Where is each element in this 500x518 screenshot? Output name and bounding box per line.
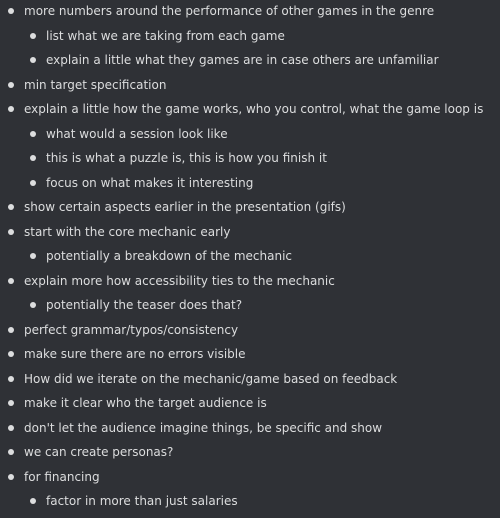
list-item — [0, 419, 500, 444]
bullet-icon — [8, 400, 14, 406]
list-item — [0, 223, 500, 248]
bullet-icon — [30, 155, 36, 161]
list-item-text: for financing — [24, 469, 100, 484]
list-item-text: this is what a puzzle is, this is how you finish it — [46, 151, 327, 165]
bullet-icon — [8, 425, 14, 431]
bullet-icon — [8, 82, 14, 88]
bullet-icon — [8, 376, 14, 382]
list-item — [0, 370, 500, 395]
list-item — [0, 443, 500, 468]
bullet-icon — [30, 253, 36, 259]
list-item-text: explain a little how the game works, who you control, what the game loop is — [24, 102, 484, 116]
sub-list-item — [0, 492, 500, 517]
list-item — [0, 2, 500, 27]
list-item — [0, 100, 500, 125]
bullet-icon — [30, 180, 36, 186]
list-item-text: list what we are taking from each game — [46, 28, 285, 43]
list-item — [0, 76, 500, 101]
bullet-icon — [30, 498, 36, 504]
bullet-icon — [30, 131, 36, 137]
list-item-text: start with the core mechanic early — [24, 224, 231, 239]
list-item-text: explain a little what they games are in case others are unfamiliar — [46, 53, 439, 67]
list-item — [0, 468, 500, 493]
list-item — [0, 198, 500, 223]
sub-list-item — [0, 149, 500, 174]
sub-list-item — [0, 296, 500, 321]
list-item-text: factor in more than just salaries — [46, 494, 238, 508]
bullet-icon — [30, 57, 36, 63]
bullet-icon — [8, 278, 14, 284]
bullet-icon — [8, 229, 14, 235]
list-item-text: make it clear who the target audience is — [24, 396, 267, 410]
bullet-icon — [8, 8, 14, 14]
bullet-icon — [8, 351, 14, 357]
bullet-icon — [30, 33, 36, 39]
list-item-text: we can create personas? — [24, 445, 174, 459]
list-item-text: show certain aspects earlier in the presentation (gifs) — [24, 200, 346, 214]
list-item-text: more numbers around the performance of other games in the genre — [24, 4, 435, 18]
bullet-icon — [8, 106, 14, 112]
list-item-text: min target specification — [24, 77, 167, 92]
sub-list-item — [0, 174, 500, 199]
list-item-text: perfect grammar/typos/consistency — [24, 322, 239, 337]
bullet-icon — [30, 302, 36, 308]
bullet-icon — [8, 449, 14, 455]
sub-list-item — [0, 125, 500, 150]
bullet-icon — [8, 204, 14, 210]
list-item-text: don't let the audience imagine things, be specific and show — [24, 420, 383, 435]
list-item-text: focus on what makes it interesting — [46, 175, 254, 190]
bullet-icon — [8, 327, 14, 333]
list-item — [0, 272, 500, 297]
list-item-text: what would a session look like — [46, 126, 228, 141]
list-item-text: potentially the teaser does that? — [46, 298, 243, 312]
sub-list-item — [0, 27, 500, 52]
bullet-icon — [8, 474, 14, 480]
list-item-text: explain more how accessibility ties to the mechanic — [24, 273, 335, 288]
list-item-text: potentially a breakdown of the mechanic — [46, 249, 293, 263]
list-item — [0, 394, 500, 419]
list-item-text: make sure there are no errors visible — [24, 347, 246, 361]
sub-list-item — [0, 51, 500, 76]
list-item — [0, 321, 500, 346]
list-item — [0, 345, 500, 370]
sub-list-item — [0, 247, 500, 272]
list-item-text: How did we iterate on the mechanic/game based on feedback — [24, 371, 398, 386]
